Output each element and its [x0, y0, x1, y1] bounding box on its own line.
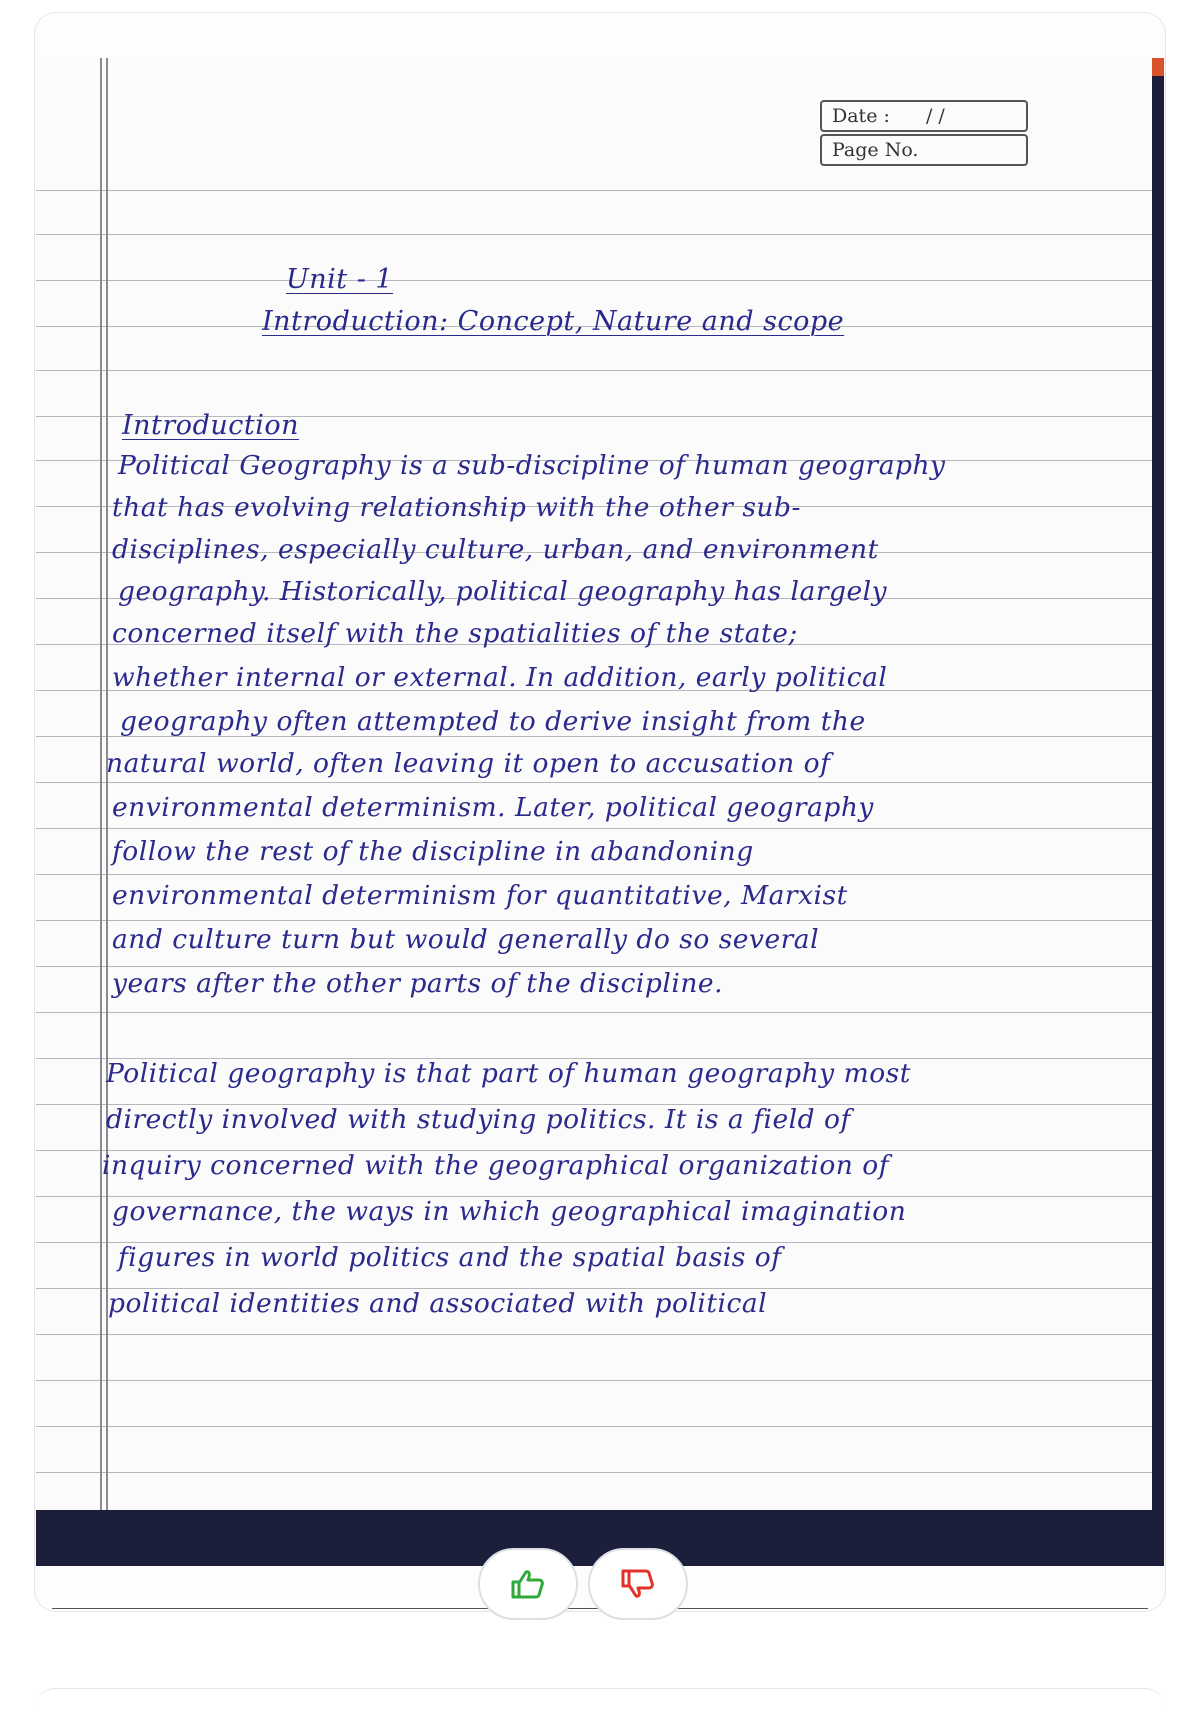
ruled-line — [36, 1426, 1164, 1427]
ruled-line — [36, 1380, 1164, 1381]
paragraph-line: geography often attempted to derive insight from the — [120, 706, 866, 737]
ruled-line — [36, 828, 1164, 829]
paragraph-line: concerned itself with the spatialities of the state; — [112, 618, 798, 649]
page-label: Page No. — [832, 139, 919, 161]
paragraph-line: disciplines, especially culture, urban, and environment — [112, 534, 879, 565]
paragraph-line: follow the rest of the discipline in abandoning — [112, 836, 754, 867]
ruled-line — [36, 782, 1164, 783]
date-page-box — [820, 100, 1028, 172]
ruled-line — [36, 234, 1164, 235]
paragraph-line: natural world, often leaving it open to accusation of — [106, 748, 831, 779]
paragraph-line: Political geography is that part of human geography most — [106, 1058, 911, 1089]
page-title: Introduction: Concept, Nature and scope — [262, 306, 845, 337]
unit-title: Unit - 1 — [286, 264, 394, 295]
like-button[interactable] — [478, 1548, 578, 1620]
thumbs-down-icon — [621, 1569, 655, 1599]
notebook-edge-tip — [1152, 58, 1164, 76]
ruled-line — [36, 1472, 1164, 1473]
paragraph-line: inquiry concerned with the geographical organization of — [102, 1150, 890, 1181]
paragraph-line: governance, the ways in which geographical imagination — [112, 1196, 907, 1227]
thumbs-up-icon — [511, 1569, 545, 1599]
paragraph-line: whether internal or external. In addition, early political — [112, 662, 888, 693]
paragraph-line: environmental determinism. Later, political geography — [112, 792, 874, 823]
ruled-line — [36, 1334, 1164, 1335]
paragraph-line: geography. Historically, political geography has largely — [118, 576, 888, 607]
ruled-line — [36, 370, 1164, 371]
notebook-edge — [1152, 58, 1164, 1518]
page-row — [820, 134, 1028, 166]
section-heading: Introduction — [122, 410, 299, 441]
date-row — [820, 100, 1028, 132]
paragraph-line: environmental determinism for quantitative, Marxist — [112, 880, 848, 911]
paragraph-line: political identities and associated with political — [108, 1288, 768, 1319]
ruled-line — [36, 1012, 1164, 1013]
date-label: Date : — [832, 105, 890, 127]
next-card-edge — [34, 1688, 1166, 1709]
dislike-button[interactable] — [588, 1548, 688, 1620]
paragraph-line: and culture turn but would generally do so several — [112, 924, 820, 955]
ruled-line — [36, 966, 1164, 967]
notebook-page-image — [36, 58, 1164, 1566]
paragraph-line: Political Geography is a sub-discipline of human geography — [118, 450, 946, 481]
paragraph-line: directly involved with studying politics. It is a field of — [106, 1104, 851, 1135]
paragraph-line: that has evolving relationship with the other sub- — [112, 492, 801, 523]
paragraph-line: figures in world politics and the spatial basis of — [118, 1242, 782, 1273]
ruled-line — [36, 190, 1164, 191]
ruled-line — [36, 280, 1164, 281]
paragraph-line: years after the other parts of the discipline. — [112, 968, 723, 999]
ruled-line — [36, 920, 1164, 921]
margin-line — [100, 58, 102, 1518]
ruled-line — [36, 874, 1164, 875]
date-value: / / — [925, 105, 945, 127]
